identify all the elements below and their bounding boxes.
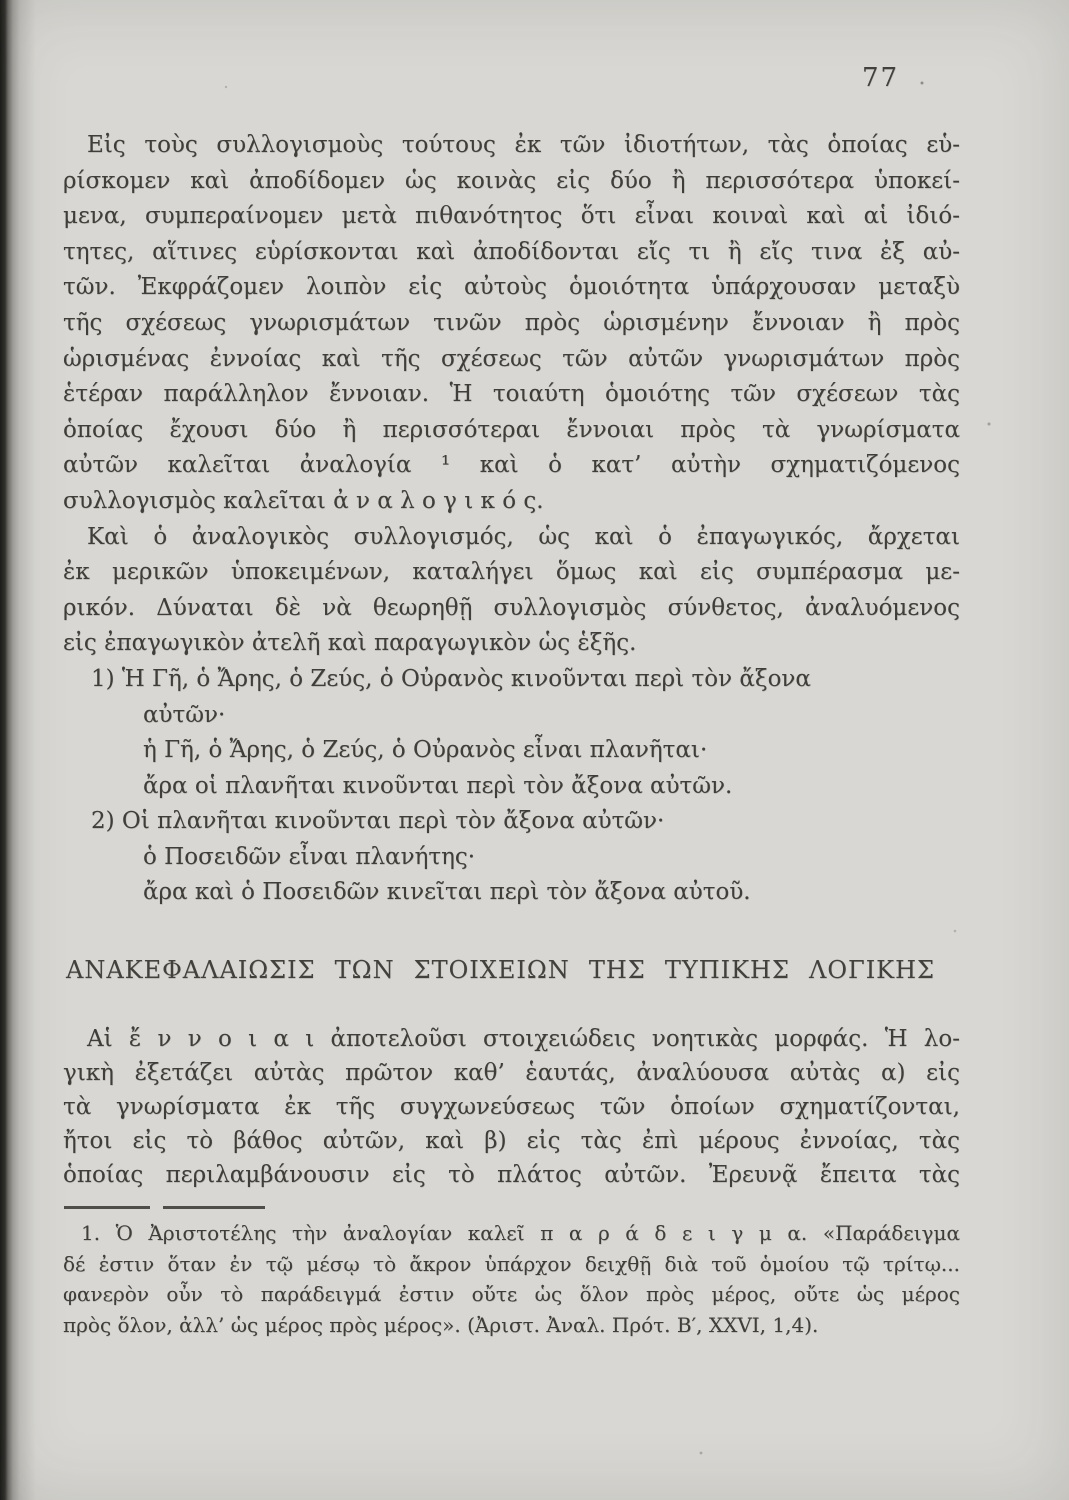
body-text xyxy=(63,128,960,911)
scan-left-edge-shadow xyxy=(0,0,36,1500)
text-line: Εἰς τοὺς συλλογισμοὺς τούτους ἐκ τῶν ἰδιοτήτων, τὰς ὁποίας εὑ- xyxy=(87,132,960,158)
text-line: ὁποίας ἔχουσι δύο ἢ περισσότεραι ἔννοιαι πρὸς τὰ γνωρίσματα xyxy=(63,416,960,443)
text-line: ἄρα καὶ ὁ Ποσειδῶν κινεῖται περὶ τὸν ἄξονα αὐτοῦ. xyxy=(143,879,751,906)
text-line: μενα, συμπεραίνομεν μετὰ πιθανότητος ὅτι εἶναι κοιναὶ καὶ αἱ ἰδιό- xyxy=(63,203,960,230)
text-line: Καὶ ὁ ἀναλογικὸς συλλογισμός, ὡς καὶ ὁ ἐπαγωγικός, ἄρχεται xyxy=(87,523,960,550)
text-line: 1) Ἡ Γῆ, ὁ Ἄρης, ὁ Ζεύς, ὁ Οὐρανὸς κινοῦνται περὶ τὸν ἄξονα xyxy=(91,665,811,692)
page-number: 77 xyxy=(862,63,900,93)
text-line: αὐτῶν· xyxy=(143,701,226,728)
text-line: ὡρισμένας ἐννοίας καὶ τῆς σχέσεως τῶν αὐτῶν γνωρισμάτων πρὸς xyxy=(63,345,960,372)
text-line: ἑτέραν παράλληλον ἔννοιαν. Ἡ τοιαύτη ὁμοιότης τῶν σχέσεων τὰς xyxy=(63,381,960,408)
text-line: δέ ἐστιν ὅταν ἐν τῷ μέσῳ τὸ ἄκρον ὑπάρχον δειχθῇ διὰ τοῦ ὁμοίου τῷ τρίτῳ... xyxy=(63,1251,960,1276)
text-line: τῶν. Ἐκφράζομεν λοιπὸν εἰς αὐτοὺς ὁμοιότητα ὑπάρχουσαν μεταξὺ xyxy=(63,274,960,301)
text-line: 1. Ὁ Ἀριστοτέλης τὴν ἀναλογίαν καλεῖ π α ρ ά δ ε ι γ μ α. «Παράδειγμα xyxy=(81,1221,960,1245)
text-line: ἄρα οἱ πλανῆται κινοῦνται περὶ τὸν ἄξονα αὐτῶν. xyxy=(143,772,733,799)
section-paragraph xyxy=(63,1022,960,1192)
text-line: ρικόν. Δύναται δὲ νὰ θεωρηθῇ συλλογισμὸς σύνθετος, ἀναλυόμενος xyxy=(63,594,960,621)
text-line: φανερὸν οὖν τὸ παράδειγμά ἐστιν οὔτε ὡς ὅλον πρὸς μέρος, οὔτε ὡς μέρος xyxy=(63,1282,960,1307)
text-line: 2) Οἱ πλανῆται κινοῦνται περὶ τὸν ἄξονα αὐτῶν· xyxy=(91,808,665,835)
text-line: πρὸς ὅλον, ἀλλ’ ὡς μέρος πρὸς μέρος». (Ἀριστ. Ἀναλ. Πρότ. Β′, XXVI, 1,4). xyxy=(63,1312,819,1337)
footnote-separator xyxy=(64,1206,265,1209)
text-line: τῆς σχέσεως γνωρισμάτων τινῶν πρὸς ὡρισμένην ἔννοιαν ἢ πρὸς xyxy=(63,309,960,336)
text-line: αὐτῶν καλεῖται ἀναλογία ¹ καὶ ὁ κατ’ αὐτὴν σχηματιζόμενος xyxy=(63,452,960,479)
text-line: συλλογισμὸς καλεῖται ἀ ν α λ ο γ ι κ ό ς. xyxy=(63,487,544,514)
text-line: ρίσκομεν καὶ ἀποδίδομεν ὡς κοινὰς εἰς δύο ἢ περισσότερα ὑποκεί- xyxy=(63,167,960,194)
footnote-text xyxy=(63,1218,960,1340)
text-line: ὁποίας περιλαμβάνουσιν εἰς τὸ πλάτος αὐτῶν. Ἐρευνᾷ ἔπειτα τὰς xyxy=(63,1162,960,1188)
text-line: ἤτοι εἰς τὸ βάθος αὐτῶν, καὶ β) εἰς τὰς ἐπὶ μέρους ἐννοίας, τὰς xyxy=(63,1128,960,1154)
text-line: Αἱ ἔ ν ν ο ι α ι ἀποτελοῦσι στοιχειώδεις νοητικὰς μορφάς. Ἡ λο- xyxy=(87,1026,960,1052)
text-line: ὁ Ποσειδῶν εἶναι πλανήτης· xyxy=(143,843,476,870)
footnote-separator-segment xyxy=(64,1206,150,1209)
text-line: γικὴ ἐξετάζει αὐτὰς πρῶτον καθ’ ἑαυτάς, ἀναλύουσα αὐτὰς α) εἰς xyxy=(63,1060,960,1086)
text-line: ἐκ μερικῶν ὑποκειμένων, καταλήγει ὅμως καὶ εἰς συμπέρασμα με- xyxy=(63,559,960,586)
text-line: τὰ γνωρίσματα ἐκ τῆς συγχωνεύσεως τῶν ὁποίων σχηματίζονται, xyxy=(63,1094,960,1120)
text-line: εἰς ἐπαγωγικὸν ἀτελῆ καὶ παραγωγικὸν ὡς ἑξῆς. xyxy=(63,630,637,657)
text-line: ἡ Γῆ, ὁ Ἄρης, ὁ Ζεύς, ὁ Οὐρανὸς εἶναι πλανῆται· xyxy=(143,737,708,764)
section-heading: ΑΝΑΚΕΦΑΛΑΙΩΣΙΣ ΤΩΝ ΣΤΟΙΧΕΙΩΝ ΤΗΣ ΤΥΠΙΚΗΣ ΛΟΓΙΚΗΣ xyxy=(66,956,935,984)
footnote-separator-segment xyxy=(163,1206,265,1209)
text-line: τητες, αἵτινες εὑρίσκονται καὶ ἀποδίδονται εἴς τι ἢ εἴς τινα ἐξ αὐ- xyxy=(63,238,960,265)
